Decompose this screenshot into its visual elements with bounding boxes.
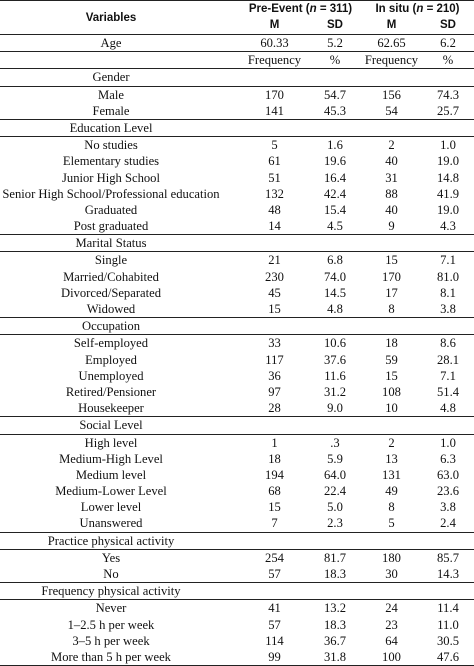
in-situ-percent: 51.4 — [436, 384, 460, 399]
frequency-header-blank — [0, 52, 240, 68]
pre-event-percent: 5.0 — [327, 500, 343, 515]
variables-header: Variables — [85, 11, 137, 24]
in-situ-frequency: 31 — [385, 170, 398, 185]
pre-event-percent: 36.7 — [323, 633, 347, 648]
row-label: Lower level — [80, 500, 142, 515]
in-situ-frequency: 24 — [385, 601, 398, 616]
row-label: More than 5 h per week — [51, 649, 171, 664]
in-situ-frequency: 15 — [385, 368, 398, 383]
in-situ-frequency: 9 — [388, 219, 395, 234]
table-row — [0, 566, 474, 583]
pre-event-frequency: 7 — [271, 516, 278, 531]
pre-event-frequency: 15 — [268, 302, 281, 316]
age-sd2: 6.2 — [440, 36, 456, 50]
in-situ-percent: 8.6 — [440, 336, 456, 351]
pre-event-percent: 74.0 — [323, 269, 347, 284]
table-row — [0, 87, 474, 103]
in-situ-frequency: 156 — [382, 87, 401, 102]
in-situ-percent: 2.4 — [440, 516, 456, 531]
in-situ-percent: 7.1 — [440, 368, 456, 383]
in-situ-frequency: 2 — [388, 138, 395, 153]
pre-event-percent: 18.3 — [323, 617, 347, 632]
pre-event-frequency: 18 — [268, 451, 281, 466]
pre-event-frequency: 28 — [268, 401, 281, 416]
pre-event-percent: 45.3 — [323, 103, 347, 118]
in-situ-frequency: 40 — [385, 202, 398, 217]
in-situ-frequency: 64 — [385, 633, 398, 648]
in-situ-frequency: 2 — [388, 435, 395, 450]
pre-event-n: n — [309, 3, 317, 15]
table-row — [0, 170, 474, 186]
age-label: Age — [100, 36, 122, 50]
sd-header-1: SD — [327, 19, 343, 31]
in-situ-percent: 14.3 — [436, 567, 460, 581]
table-row — [0, 103, 474, 120]
frequency-header-1: Frequency — [247, 53, 302, 68]
in-situ-count: = 210) — [423, 3, 460, 15]
row-label: Self-employed — [73, 336, 149, 351]
m-header-2: M — [386, 19, 397, 31]
row-label: Medium-High Level — [59, 451, 163, 466]
pre-event-frequency: 117 — [265, 352, 284, 367]
in-situ-n: n — [416, 3, 424, 15]
row-label: High level — [84, 435, 138, 450]
row-label: Single — [94, 253, 128, 268]
group-headers — [240, 1, 474, 34]
pre-event-percent: 11.6 — [324, 368, 346, 383]
in-situ-percent: 74.3 — [436, 87, 460, 102]
in-situ-frequency: 18 — [385, 336, 398, 351]
row-label: Unemployed — [78, 368, 144, 383]
row-label: Senior High School/Professional education — [2, 186, 220, 201]
pre-event-percent: 42.4 — [323, 186, 347, 201]
table-row — [0, 186, 474, 202]
pre-event-frequency: 170 — [265, 87, 284, 102]
in-situ-percent: 23.6 — [436, 484, 460, 499]
pre-event-percent: 13.2 — [323, 601, 347, 616]
table-row — [0, 400, 474, 417]
in-situ-frequency: 13 — [385, 451, 398, 466]
in-situ-percent: 81.0 — [436, 269, 460, 284]
in-situ-percent: 4.3 — [440, 219, 456, 234]
pre-event-percent: 4.5 — [327, 219, 343, 234]
pre-event-frequency: 57 — [268, 617, 281, 632]
table-row — [0, 202, 474, 218]
pre-event-percent: 37.6 — [323, 352, 347, 367]
in-situ-frequency: 5 — [388, 516, 395, 531]
age-row — [0, 35, 474, 52]
in-situ-percent: 30.5 — [436, 633, 460, 648]
in-situ-percent: 11.4 — [437, 601, 459, 616]
section-title-row — [0, 69, 474, 86]
pre-event-frequency: 1 — [271, 435, 278, 450]
table-header — [0, 0, 474, 35]
age-m1: 60.33 — [260, 36, 289, 50]
pre-event-frequency: 21 — [268, 253, 281, 268]
pre-event-frequency: 41 — [268, 601, 281, 616]
row-label: Junior High School — [62, 170, 160, 185]
sd-header-2: SD — [440, 19, 456, 31]
row-label: Female — [92, 103, 130, 118]
section-title: Social Level — [79, 418, 143, 433]
in-situ-frequency: 59 — [385, 352, 398, 367]
in-situ-percent: 8.1 — [440, 285, 456, 300]
percent-header-2: % — [442, 53, 454, 68]
row-label: Medium-Lower Level — [55, 484, 167, 499]
row-label: Never — [95, 601, 127, 616]
pre-event-percent: 54.7 — [323, 87, 347, 102]
percent-header-1: % — [329, 53, 341, 68]
section-title: Education Level — [69, 120, 153, 135]
table-row — [0, 269, 474, 285]
pre-event-frequency: 45 — [268, 285, 281, 300]
row-label: Retired/Pensioner — [65, 384, 157, 399]
section-title: Practice physical activity — [47, 533, 175, 548]
section-title-row — [0, 417, 474, 434]
pre-event-frequency: 194 — [265, 467, 284, 482]
table-sections — [0, 69, 474, 666]
pre-event-percent: 14.5 — [323, 285, 347, 300]
stat-header-row — [240, 17, 474, 34]
table-row — [0, 252, 474, 268]
table-row — [0, 153, 474, 169]
section-title-row — [0, 318, 474, 335]
group-header-row — [240, 1, 474, 17]
pre-event-percent: .3 — [330, 435, 340, 450]
pre-event-percent: 18.3 — [323, 567, 347, 581]
section-title: Frequency physical activity — [41, 584, 181, 599]
row-label: Medium level — [75, 467, 147, 482]
row-label: Divorced/Separated — [60, 285, 161, 300]
pre-event-label: Pre-Event ( — [248, 3, 310, 15]
pre-event-count: = 311) — [316, 3, 353, 15]
pre-event-percent: 5.9 — [327, 451, 343, 466]
pre-event-frequency: 99 — [268, 649, 281, 664]
pre-event-frequency: 61 — [268, 154, 281, 169]
row-label: No studies — [84, 138, 138, 153]
pre-event-percent: 4.8 — [327, 302, 343, 316]
table-row — [0, 499, 474, 515]
table-row — [0, 137, 474, 153]
pre-event-header — [240, 1, 361, 17]
in-situ-percent: 11.0 — [437, 617, 459, 632]
in-situ-frequency: 88 — [385, 186, 398, 201]
in-situ-frequency: 100 — [382, 649, 401, 664]
pre-event-percent: 16.4 — [323, 170, 347, 185]
pre-event-frequency: 114 — [265, 633, 284, 648]
row-label: Housekeeper — [78, 401, 144, 416]
in-situ-frequency: 170 — [382, 269, 401, 284]
pre-event-frequency: 51 — [268, 170, 281, 185]
pre-event-frequency: 57 — [268, 567, 281, 581]
table-row — [0, 451, 474, 467]
in-situ-percent: 63.0 — [436, 467, 460, 482]
pre-event-percent: 15.4 — [323, 202, 347, 217]
table-row — [0, 617, 474, 633]
in-situ-frequency: 8 — [388, 500, 395, 515]
pre-event-frequency: 14 — [268, 219, 281, 234]
in-situ-percent: 6.3 — [440, 451, 456, 466]
pre-event-frequency: 68 — [268, 484, 281, 499]
in-situ-percent: 25.7 — [436, 103, 460, 118]
table-row — [0, 649, 474, 666]
pre-event-frequency: 5 — [271, 138, 278, 153]
in-situ-percent: 4.8 — [440, 401, 456, 416]
table-row — [0, 285, 474, 301]
table-row — [0, 600, 474, 616]
in-situ-frequency: 17 — [385, 285, 398, 300]
table-row — [0, 550, 474, 566]
table-row — [0, 352, 474, 368]
section-title-row — [0, 533, 474, 550]
pre-event-frequency: 33 — [268, 336, 281, 351]
age-m2: 62.65 — [377, 36, 406, 50]
pre-event-percent: 31.2 — [323, 384, 347, 399]
in-situ-percent: 3.8 — [440, 302, 456, 316]
in-situ-percent: 7.1 — [440, 253, 456, 268]
pre-event-percent: 19.6 — [323, 154, 347, 169]
in-situ-frequency: 8 — [388, 302, 395, 316]
row-label: Yes — [101, 550, 121, 565]
frequency-header-row — [0, 52, 474, 69]
in-situ-percent: 85.7 — [436, 550, 460, 565]
row-label: Widowed — [86, 302, 136, 316]
in-situ-frequency: 131 — [382, 467, 401, 482]
in-situ-percent: 14.8 — [436, 170, 460, 185]
in-situ-percent: 47.6 — [436, 649, 460, 664]
row-label: Elementary studies — [62, 154, 160, 169]
row-label: Unanswered — [79, 516, 143, 531]
section-title-row — [0, 235, 474, 252]
pre-event-frequency: 48 — [268, 202, 281, 217]
pre-event-frequency: 132 — [265, 186, 284, 201]
frequency-header-2: Frequency — [364, 53, 419, 68]
in-situ-header — [361, 1, 474, 17]
section-title: Marital Status — [75, 236, 147, 251]
row-label: Employed — [85, 352, 137, 367]
row-label: 1–2.5 h per week — [67, 617, 155, 632]
in-situ-frequency: 23 — [385, 617, 398, 632]
row-label: No — [103, 567, 119, 581]
in-situ-frequency: 30 — [385, 567, 398, 581]
in-situ-frequency: 180 — [382, 550, 401, 565]
in-situ-frequency: 40 — [385, 154, 398, 169]
row-label: Graduated — [84, 202, 138, 217]
pre-event-percent: 1.6 — [327, 138, 343, 153]
pre-event-percent: 64.0 — [323, 467, 347, 482]
pre-event-percent: 31.8 — [323, 649, 347, 664]
in-situ-percent: 1.0 — [440, 138, 456, 153]
row-label: Post graduated — [73, 219, 149, 234]
table-row — [0, 384, 474, 400]
pre-event-percent: 10.6 — [323, 336, 347, 351]
section-title-row — [0, 120, 474, 137]
in-situ-percent: 1.0 — [440, 435, 456, 450]
table-row — [0, 435, 474, 451]
section-title: Occupation — [81, 319, 141, 334]
row-label: Male — [98, 87, 124, 102]
table-row — [0, 515, 474, 532]
pre-event-frequency: 141 — [265, 103, 284, 118]
pre-event-percent: 81.7 — [323, 550, 347, 565]
table-row — [0, 301, 474, 318]
pre-event-percent: 2.3 — [327, 516, 343, 531]
table-row — [0, 633, 474, 649]
in-situ-frequency: 54 — [385, 103, 398, 118]
in-situ-percent: 19.0 — [436, 202, 460, 217]
table-row — [0, 368, 474, 384]
table-row — [0, 218, 474, 235]
pre-event-frequency: 230 — [265, 269, 284, 284]
in-situ-frequency: 10 — [385, 401, 398, 416]
table-row — [0, 335, 474, 351]
pre-event-frequency: 15 — [268, 500, 281, 515]
m-header-1: M — [269, 19, 280, 31]
table-row — [0, 483, 474, 499]
pre-event-frequency: 97 — [268, 384, 281, 399]
section-title: Gender — [92, 70, 130, 85]
age-sd1: 5.2 — [327, 36, 343, 50]
table-row — [0, 467, 474, 483]
section-title-row — [0, 583, 474, 600]
in-situ-percent: 28.1 — [436, 352, 460, 367]
in-situ-frequency: 15 — [385, 253, 398, 268]
pre-event-percent: 9.0 — [327, 401, 343, 416]
pre-event-frequency: 254 — [265, 550, 284, 565]
pre-event-percent: 6.8 — [327, 253, 343, 268]
pre-event-frequency: 36 — [268, 368, 281, 383]
in-situ-label: In situ ( — [375, 3, 417, 15]
pre-event-percent: 22.4 — [323, 484, 347, 499]
in-situ-percent: 19.0 — [436, 154, 460, 169]
in-situ-percent: 3.8 — [440, 500, 456, 515]
row-label: 3–5 h per week — [72, 633, 150, 648]
row-label: Married/Cohabited — [63, 269, 159, 284]
in-situ-frequency: 49 — [385, 484, 398, 499]
in-situ-frequency: 108 — [382, 384, 401, 399]
in-situ-percent: 41.9 — [436, 186, 460, 201]
